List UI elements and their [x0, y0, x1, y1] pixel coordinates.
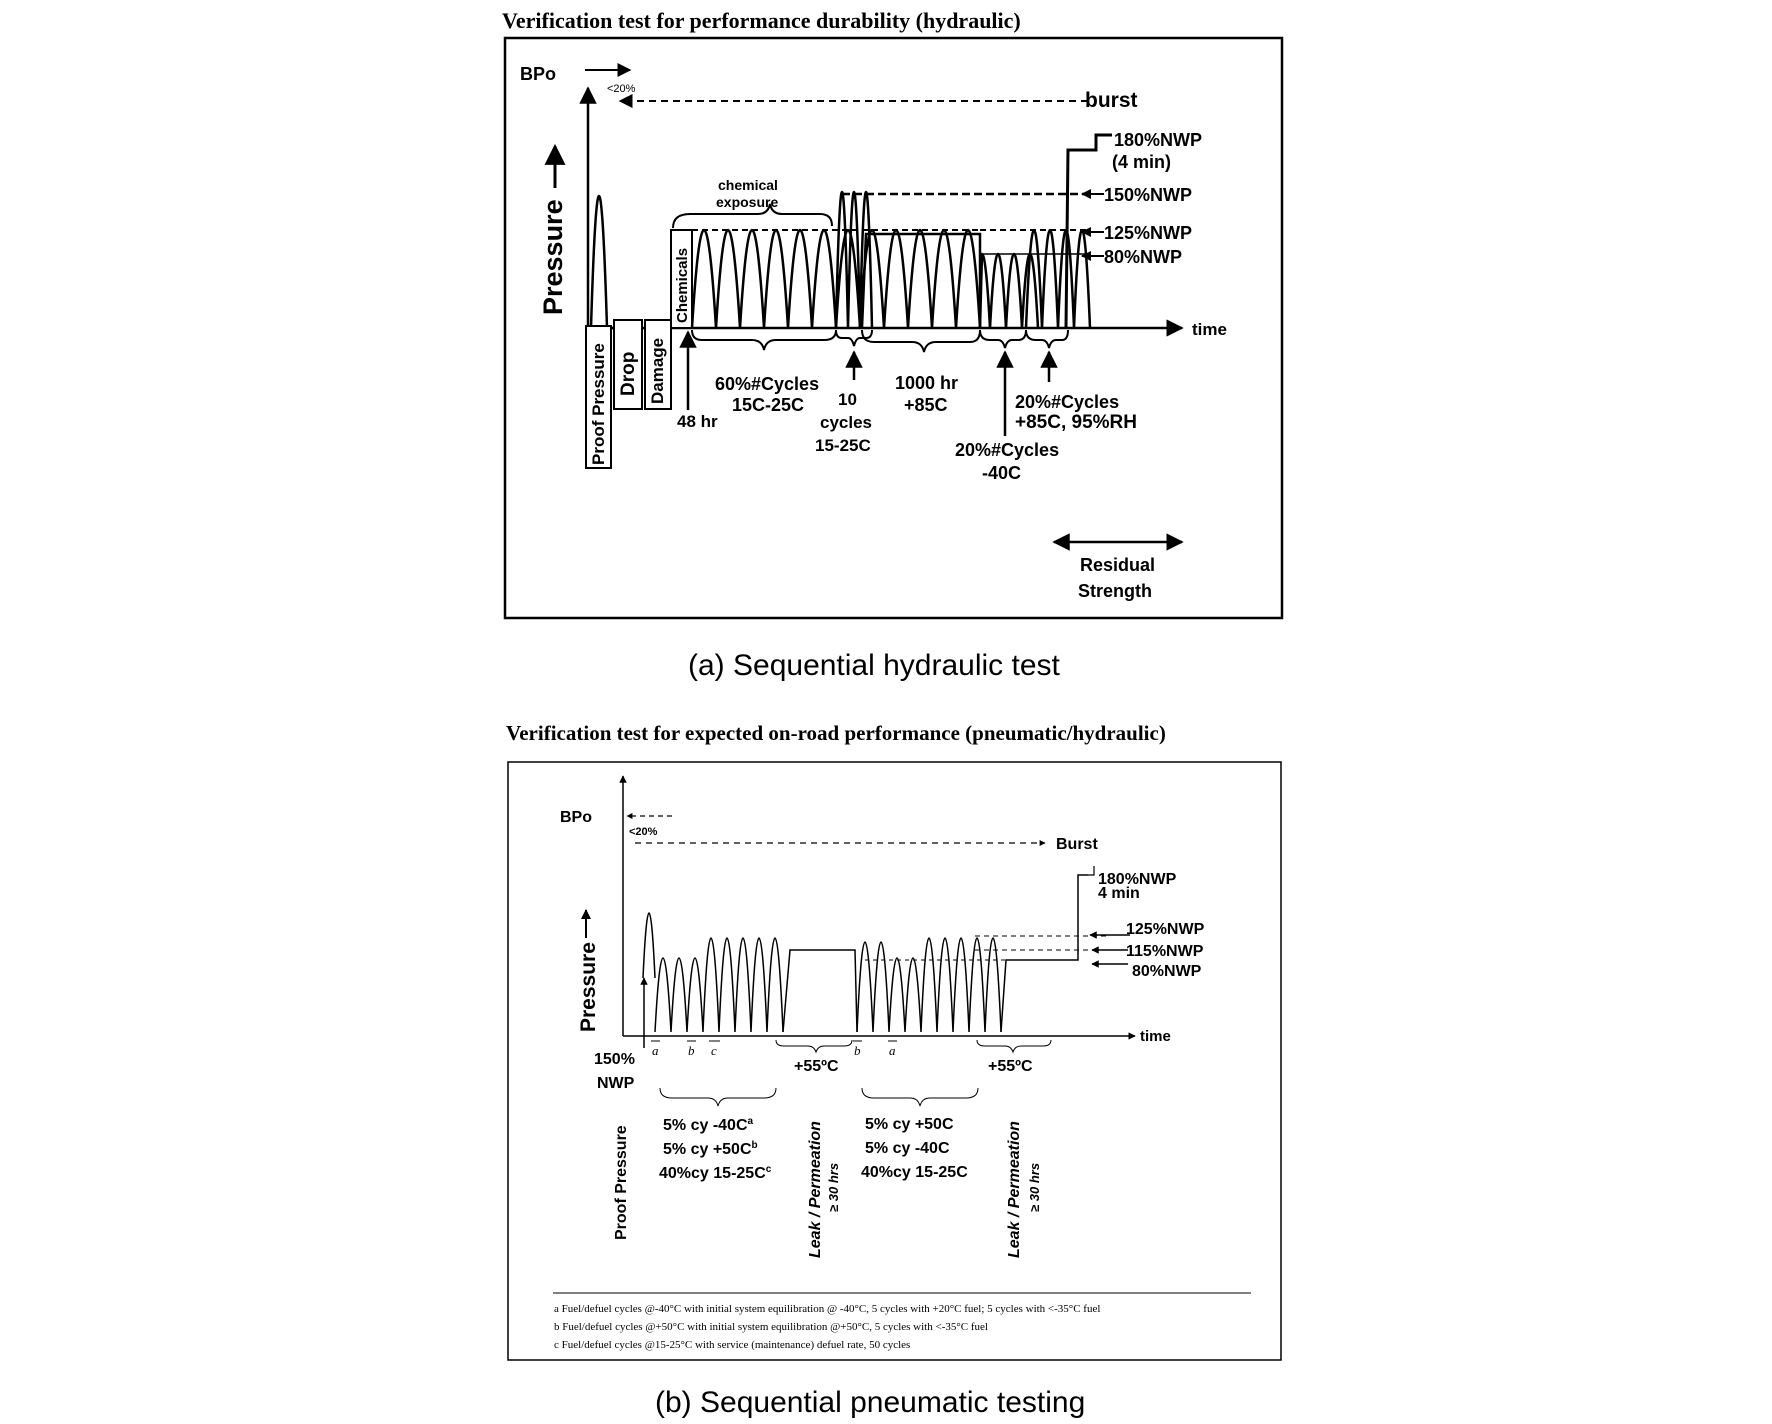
panel-a-hot20-1: 20%#Cycles — [1015, 392, 1120, 412]
panel-b-ge30-1: ≥ 30 hrs — [826, 1162, 841, 1212]
panel-a-title: Verification test for performance durability (hydraulic) — [502, 8, 1021, 33]
panel-a-cold20-2: -40C — [982, 463, 1022, 483]
panel-a-cold20-1: 20%#Cycles — [955, 440, 1060, 460]
panel-a-proof-text: Proof Pressure — [589, 343, 608, 465]
panel-a-chem-label-2: exposure — [716, 194, 779, 210]
panel-b-55-2: +55ºC — [988, 1058, 1033, 1075]
panel-b-g2-line2: 5% cy -40C — [865, 1140, 950, 1157]
panel-a-1000hr-1: 1000 hr — [895, 373, 959, 393]
panel-a-48hr: 48 hr — [677, 412, 718, 431]
panel-a-10cy-2: cycles — [820, 413, 872, 432]
panel-b-brace-group2 — [862, 1088, 978, 1106]
panel-b-label-a-1: a — [652, 1043, 659, 1058]
panel-b-label-c: c — [711, 1043, 717, 1058]
panel-a-lt20: <20% — [607, 83, 636, 95]
panel-b-g1-line2-sup: b — [751, 1140, 758, 1151]
panel-b-label-b-2: b — [854, 1043, 861, 1058]
panel-b-proof-spike — [643, 913, 655, 978]
panel-b-ge30-2: ≥ 30 hrs — [1027, 1162, 1042, 1212]
panel-b-footnote-a: a Fuel/defuel cycles @-40°C with initial system equilibration @ -40°C, 5 cycles with +20°C fuel; 5 cycles with <-35°C fuel — [554, 1303, 1101, 1315]
panel-a-brace-cold — [980, 330, 1026, 348]
panel-b-g1-line1-sup: a — [747, 1116, 754, 1127]
panel-a-60cy-1: 60%#Cycles — [715, 374, 820, 394]
panel-a-brace-60 — [692, 330, 836, 350]
panel-b-label-b-1: b — [688, 1043, 695, 1058]
panel-b-title: Verification test for expected on-road performance (pneumatic/hydraulic) — [506, 721, 1166, 745]
panel-a-brace-hot — [1026, 330, 1068, 348]
panel-a-burst-label: burst — [1085, 89, 1138, 112]
panel-a-180-duration: (4 min) — [1112, 152, 1172, 172]
panel-b-g2-line1: 5% cy +50C — [865, 1116, 954, 1133]
panel-a-residual-2: Strength — [1078, 581, 1152, 601]
panel-a — [502, 8, 1282, 682]
panel-a-y-label: Pressure — [538, 199, 568, 315]
panel-b-g1-line1 — [663, 1116, 754, 1134]
panel-a-1000hr-2: +85C — [904, 395, 948, 415]
panel-b-bpo: BPo — [560, 809, 592, 826]
panel-a-10cy-1: 10 — [838, 390, 857, 409]
panel-b-y-label: Pressure — [577, 942, 600, 1032]
panel-a-residual-1: Residual — [1080, 555, 1156, 575]
panel-a-bpo: BPo — [520, 64, 556, 84]
panel-b-caption: (b) Sequential pneumatic testing — [655, 1386, 1086, 1419]
panel-b-180-bracket — [1088, 866, 1094, 875]
panel-b-80-label: 80%NWP — [1132, 963, 1202, 980]
panel-b-proof-pressure: Proof Pressure — [613, 1125, 630, 1240]
panel-b-150-1: 150% — [594, 1051, 635, 1068]
panel-b-hold-1 — [783, 950, 857, 1032]
panel-a-brace-10 — [836, 330, 872, 346]
panel-a-damage-text: Damage — [648, 337, 667, 404]
panel-a-cycles-60 — [692, 230, 836, 328]
panel-a-brace-1000 — [862, 330, 980, 352]
panel-a-10cy-3: 15-25C — [815, 436, 871, 455]
panel-b-g1-line2 — [663, 1140, 758, 1158]
panel-b-g1-line3-text: 40%cy 15-25C — [659, 1165, 766, 1182]
panel-b-label-a-2: a — [889, 1043, 896, 1058]
panel-b-footnote-b: b Fuel/defuel cycles @+50°C with initial system equilibration @+50°C, 5 cycles with <-35°C fuel — [554, 1321, 988, 1333]
panel-b-150-2: NWP — [597, 1075, 635, 1092]
panel-b-125-label: 125%NWP — [1126, 921, 1205, 938]
panel-b-leak-1: Leak / Permeation — [807, 1121, 824, 1258]
panel-b-brace-55-1 — [776, 1040, 852, 1052]
panel-a-proof-spike — [588, 196, 615, 328]
panel-b-burst-label: Burst — [1056, 836, 1098, 853]
panel-b-55-1: +55ºC — [794, 1058, 839, 1075]
panel-b-g1-line2-text: 5% cy +50C — [663, 1141, 752, 1158]
panel-b-x-label: time — [1140, 1028, 1171, 1045]
panel-a-60cy-2: 15C-25C — [732, 395, 805, 415]
panel-b-final-hold — [1001, 875, 1088, 1032]
panel-a-chemicals-text: Chemicals — [674, 247, 691, 323]
panel-a-125-label: 125%NWP — [1104, 223, 1193, 243]
panel-b-115-label: 115%NWP — [1126, 943, 1204, 960]
panel-b-brace-group1 — [660, 1088, 776, 1106]
panel-a-80-label: 80%NWP — [1104, 247, 1183, 267]
panel-b-g1-line3-sup: c — [765, 1164, 772, 1175]
panel-a-x-label: time — [1192, 320, 1227, 339]
panel-a-150-label: 150%NWP — [1104, 185, 1193, 205]
panel-b-g1-line3 — [659, 1164, 772, 1182]
panel-b-lt20: <20% — [629, 826, 658, 838]
panel-b-180-label: 180%NWP — [1098, 871, 1177, 888]
panel-b-cycles-group1 — [655, 938, 783, 1032]
panel-b-180-duration: 4 min — [1098, 885, 1140, 902]
panel-b-cycles-group2 — [857, 938, 1001, 1032]
panel-b-g1-line1-text: 5% cy -40C — [663, 1117, 748, 1134]
panel-a-caption: (a) Sequential hydraulic test — [688, 649, 1060, 682]
panel-b-g2-line3: 40%cy 15-25C — [861, 1164, 968, 1181]
panel-a-drop-text: Drop — [618, 351, 639, 396]
panel-b — [506, 721, 1281, 1419]
panel-b-footnote-c: c Fuel/defuel cycles @15-25°C with service (maintenance) defuel rate, 50 cycles — [554, 1339, 911, 1351]
panel-b-brace-55-2 — [977, 1040, 1051, 1052]
panel-b-leak-2: Leak / Permeation — [1006, 1121, 1023, 1258]
panel-a-chem-label-1: chemical — [718, 177, 778, 193]
panel-a-180-label: 180%NWP — [1114, 130, 1203, 150]
panel-a-hot20-2: +85C, 95%RH — [1015, 412, 1137, 433]
